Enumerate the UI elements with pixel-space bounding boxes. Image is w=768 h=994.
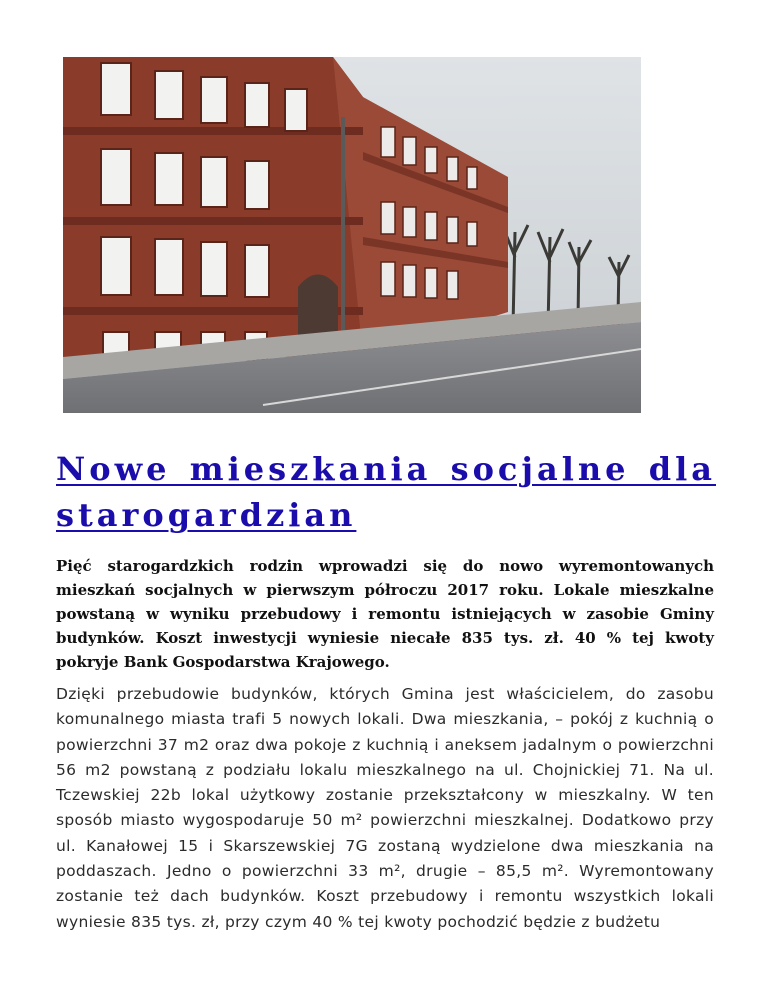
article-title[interactable]: Nowe mieszkania socjalne dla starogardzian <box>56 450 716 534</box>
article-body: Dzięki przebudowie budynków, których Gmina jest właścicielem, do zasobu komunalnego miasta trafi 5 nowych lokali. Dwa mieszkania, – pokój z kuchnią o powierzchni 37 m2 oraz dwa pokoje z kuchnią i aneksem jadalnym o powierzchni 56 m2 powstaną z podziału lokalu mieszkalnego na ul. Chojnickiej 71. Na ul. Tczewskiej 22b lokal użytkowy zostanie przekształcony w mieszkalny. W ten sposób miasto wygospodaruje 50 m² powierzchni mieszkalnej. Dodatkowo przy ul. Kanałowej 15 i Skarszewskiej 7G zostaną wydzielone dwa mieszkania na poddaszach. Jedno o powierzchni 33 m², drugie – 85,5 m². Wyremontowany zostanie też dach budynków. Koszt przebudowy i remontu wszystkich lokali wyniesie 835 tys. zł, przy czym 40 % tej kwoty pochodzić będzie z budżetu <box>56 685 714 931</box>
building-photo-graphic <box>63 57 641 413</box>
article-photo <box>63 57 641 413</box>
article-lead: Pięć starogardzkich rodzin wprowadzi się do nowo wyremontowanych mieszkań socjalnych w pierwszym półroczu 2017 roku. Lokale mieszkalne powstaną w wyniku przebudowy i remontu istniejących w zasobie Gminy budynków. Koszt inwestycji wyniesie niecałe 835 tys. zł. 40 % tej kwoty pokryje Bank Gospodarstwa Krajowego. <box>56 557 714 671</box>
